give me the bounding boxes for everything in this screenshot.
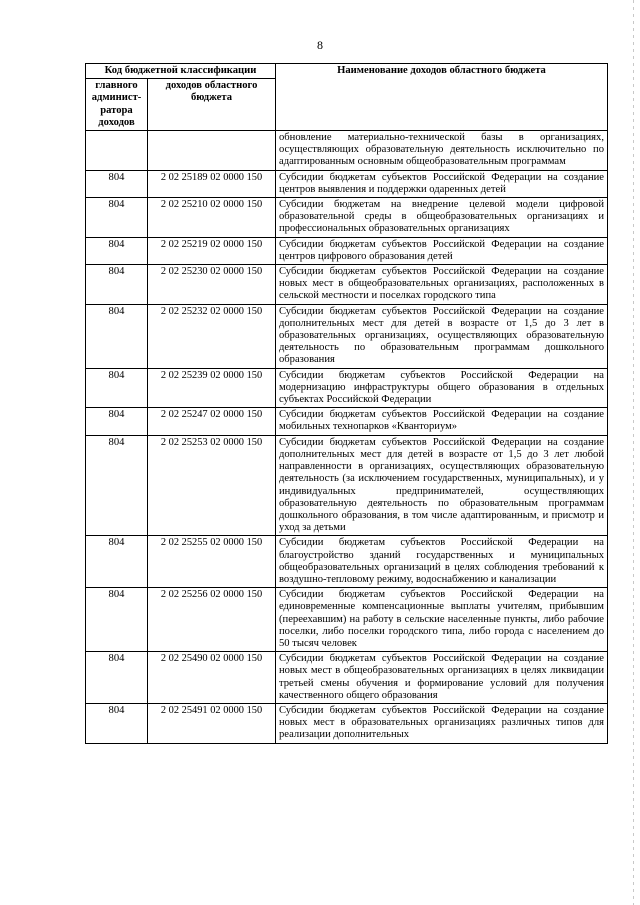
revenue-name-cell: Субсидии бюджетам субъектов Российской Федерации на создание новых мест в общеобразовательных организациях, расположенных в сельской местности и поселках городского типа — [276, 265, 608, 305]
budget-code-cell — [148, 131, 276, 171]
admin-code-cell: 804 — [86, 408, 148, 435]
admin-code-cell — [86, 131, 148, 171]
table-row — [86, 588, 608, 652]
admin-code-cell: 804 — [86, 368, 148, 408]
budget-code-cell: 2 02 25255 02 0000 150 — [148, 536, 276, 588]
table-body — [86, 131, 608, 744]
admin-code-cell: 804 — [86, 304, 148, 368]
table-row — [86, 536, 608, 588]
revenue-name-cell: Субсидии бюджетам субъектов Российской Федерации на создание центров выявления и поддержки одаренных детей — [276, 170, 608, 197]
table-row — [86, 304, 608, 368]
admin-code-cell: 804 — [86, 652, 148, 704]
table-row — [86, 131, 608, 171]
revenue-name-cell: Субсидии бюджетам субъектов Российской Федерации на создание новых мест в образовательных организациях различных типов для реализации дополнительных — [276, 703, 608, 743]
admin-code-cell: 804 — [86, 588, 148, 652]
budget-code-cell: 2 02 25210 02 0000 150 — [148, 198, 276, 238]
table-row — [86, 368, 608, 408]
table-row — [86, 703, 608, 743]
budget-code-cell: 2 02 25232 02 0000 150 — [148, 304, 276, 368]
budget-code-cell: 2 02 25247 02 0000 150 — [148, 408, 276, 435]
admin-code-cell: 804 — [86, 237, 148, 264]
budget-code-cell: 2 02 25491 02 0000 150 — [148, 703, 276, 743]
table-row — [86, 237, 608, 264]
revenue-name-cell: Субсидии бюджетам субъектов Российской Федерации на модернизацию инфраструктуры общего образования в отдельных субъектах Российской Федерации — [276, 368, 608, 408]
revenue-name-cell: Субсидии бюджетам субъектов Российской Федерации на создание мобильных технопарков «Кванториум» — [276, 408, 608, 435]
revenue-name-cell: Субсидии бюджетам субъектов Российской Федерации на создание дополнительных мест для детей в возрасте от 1,5 до 3 лет в образовательных организациях, осуществляющих образовательную деятельность по образовательным программам дошкольного образования — [276, 304, 608, 368]
admin-code-cell: 804 — [86, 170, 148, 197]
table-row — [86, 408, 608, 435]
revenue-name-cell: Субсидии бюджетам на внедрение целевой модели цифровой образовательной среды в общеобразовательных организациях и профессиональных образовательных организациях — [276, 198, 608, 238]
admin-code-cell: 804 — [86, 536, 148, 588]
table-row — [86, 652, 608, 704]
header-classification-code: Код бюджетной классификации — [86, 64, 276, 79]
admin-code-cell: 804 — [86, 435, 148, 536]
scan-edge-artifact — [633, 0, 634, 905]
revenue-name-cell: Субсидии бюджетам субъектов Российской Федерации на создание новых мест в общеобразовательных организациях в целях ликвидации третьей смены обучения и формирование условий для получения качественного общего образования — [276, 652, 608, 704]
header-main-administrator: главного админист-ратора доходов — [86, 79, 148, 131]
header-revenue-name: Наименование доходов областного бюджета — [276, 64, 608, 131]
table-row — [86, 198, 608, 238]
admin-code-cell: 804 — [86, 198, 148, 238]
table-row — [86, 265, 608, 305]
budget-code-cell: 2 02 25256 02 0000 150 — [148, 588, 276, 652]
header-regional-revenue: доходов областного бюджета — [148, 79, 276, 131]
revenue-name-cell: Субсидии бюджетам субъектов Российской Федерации на создание дополнительных мест для детей в возрасте от 1,5 до 3 лет любой направленности в организациях, осуществляющих образовательную деятельность (за исключением государственных, муниципальных), и у индивидуальных предпринимателей, осуществляющих образовательную деятельность по образовательным программам дошкольного образования, в том числе адаптированным, и присмотр и уход за детьми — [276, 435, 608, 536]
budget-code-cell: 2 02 25490 02 0000 150 — [148, 652, 276, 704]
table-row — [86, 170, 608, 197]
budget-code-cell: 2 02 25253 02 0000 150 — [148, 435, 276, 536]
page-number: 8 — [317, 38, 323, 52]
budget-code-cell: 2 02 25239 02 0000 150 — [148, 368, 276, 408]
revenue-name-cell: Субсидии бюджетам субъектов Российской Федерации на единовременные компенсационные выплаты учителям, прибывшим (переехавшим) на работу в сельские населенные пункты, либо рабочие поселки, либо поселки городского типа, либо города с населением до 50 тысяч человек — [276, 588, 608, 652]
table-row — [86, 435, 608, 536]
budget-code-cell: 2 02 25219 02 0000 150 — [148, 237, 276, 264]
budget-code-cell: 2 02 25230 02 0000 150 — [148, 265, 276, 305]
admin-code-cell: 804 — [86, 703, 148, 743]
budget-code-cell: 2 02 25189 02 0000 150 — [148, 170, 276, 197]
revenue-name-cell: обновление материально-технической базы в организациях, осуществляющих образовательную деятельность исключительно по адаптированным основным общеобразовательным программам — [276, 131, 608, 171]
revenue-name-cell: Субсидии бюджетам субъектов Российской Федерации на благоустройство зданий государственных и муниципальных общеобразовательных организаций в целях соблюдения требований к воздушно-тепловому режиму, водоснабжению и канализации — [276, 536, 608, 588]
revenue-name-cell: Субсидии бюджетам субъектов Российской Федерации на создание центров цифрового образования детей — [276, 237, 608, 264]
budget-classification-table — [85, 63, 608, 744]
admin-code-cell: 804 — [86, 265, 148, 305]
